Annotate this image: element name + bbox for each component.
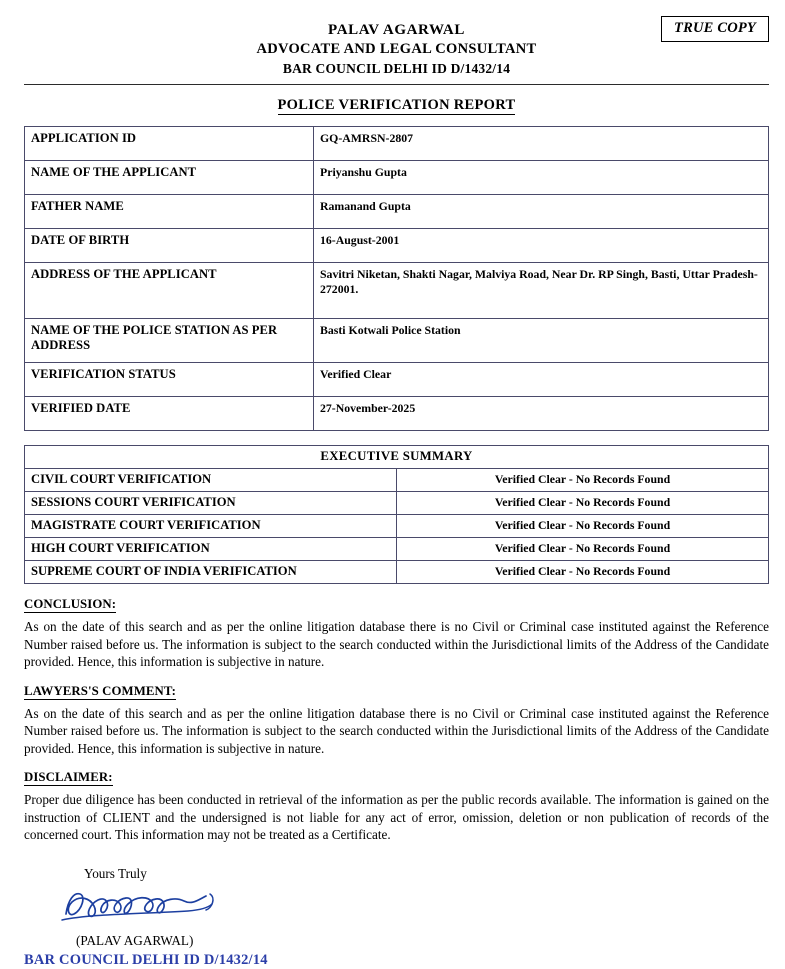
page-title-text: POLICE VERIFICATION REPORT — [277, 97, 516, 113]
signature-image — [60, 884, 230, 928]
summary-key: CIVIL COURT VERIFICATION — [25, 469, 397, 492]
summary-key: HIGH COURT VERIFICATION — [25, 538, 397, 561]
table-row — [25, 229, 769, 263]
detail-value: Basti Kotwali Police Station — [314, 319, 769, 363]
detail-key: DATE OF BIRTH — [25, 229, 314, 263]
table-row — [25, 561, 769, 584]
detail-key: NAME OF THE POLICE STATION AS PER ADDRESS — [25, 319, 314, 363]
executive-summary-heading: EXECUTIVE SUMMARY — [25, 446, 769, 469]
detail-value: Savitri Niketan, Shakti Nagar, Malviya Road, Near Dr. RP Singh, Basti, Uttar Pradesh-272001. — [314, 263, 769, 319]
summary-key: SESSIONS COURT VERIFICATION — [25, 492, 397, 515]
summary-value: Verified Clear - No Records Found — [397, 561, 769, 584]
detail-value: GQ-AMRSN-2807 — [314, 127, 769, 161]
table-row — [25, 363, 769, 397]
page-title — [24, 97, 769, 114]
table-row — [25, 397, 769, 431]
detail-key: VERIFIED DATE — [25, 397, 314, 431]
detail-key: APPLICATION ID — [25, 127, 314, 161]
detail-key: NAME OF THE APPLICANT — [25, 161, 314, 195]
detail-key: VERIFICATION STATUS — [25, 363, 314, 397]
table-row — [25, 263, 769, 319]
summary-key: SUPREME COURT OF INDIA VERIFICATION — [25, 561, 397, 584]
letterhead — [24, 20, 769, 78]
letterhead-bar-id: BAR COUNCIL DELHI ID D/1432/14 — [282, 61, 511, 76]
detail-key: ADDRESS OF THE APPLICANT — [25, 263, 314, 319]
table-row — [25, 515, 769, 538]
detail-value: 16-August-2001 — [314, 229, 769, 263]
header-divider — [24, 84, 769, 85]
summary-value: Verified Clear - No Records Found — [397, 492, 769, 515]
detail-value: Verified Clear — [314, 363, 769, 397]
summary-value: Verified Clear - No Records Found — [397, 538, 769, 561]
summary-key: MAGISTRATE COURT VERIFICATION — [25, 515, 397, 538]
detail-value: 27-November-2025 — [314, 397, 769, 431]
lawyers-comment-section — [24, 682, 769, 758]
table-row — [25, 319, 769, 363]
table-row — [25, 195, 769, 229]
executive-summary-table — [24, 445, 769, 584]
conclusion-body: As on the date of this search and as per the online litigation database there is no Civil or Criminal case instituted against the Reference Number raised before us. The information is subject to the search conducted within the Jurisdictional limits of the Address of the Candidate provided. Hence, this information is subjective in nature. — [24, 619, 769, 669]
summary-value: Verified Clear - No Records Found — [397, 469, 769, 492]
letterhead-role: ADVOCATE AND LEGAL CONSULTANT — [256, 41, 537, 57]
disclaimer-body: Proper due diligence has been conducted in retrieval of the information as per the public records available. The information is gained on the instruction of CLIENT and the undersigned is not liable for any act of error, omission, deletion or non publication of records of the concerned court. This information may not be treated as a Certificate. — [24, 792, 769, 842]
footer-bar-id: BAR COUNCIL DELHI ID D/1432/14 — [24, 951, 268, 968]
conclusion-title: CONCLUSION: — [24, 597, 117, 611]
applicant-details-table — [24, 126, 769, 431]
disclaimer-section — [24, 768, 769, 844]
signature-name: (PALAV AGARWAL) — [76, 932, 194, 948]
table-row — [25, 161, 769, 195]
signature-salutation: Yours Truly — [84, 865, 147, 881]
disclaimer-title: DISCLAIMER: — [24, 770, 113, 784]
detail-value: Ramanand Gupta — [314, 195, 769, 229]
summary-value: Verified Clear - No Records Found — [397, 515, 769, 538]
lawyers-comment-title: LAWYERS'S COMMENT: — [24, 683, 176, 698]
table-header-row — [25, 446, 769, 469]
detail-value: Priyanshu Gupta — [314, 161, 769, 195]
executive-summary-section — [24, 445, 769, 584]
conclusion-section — [24, 595, 769, 671]
true-copy-stamp: TRUE COPY — [661, 16, 769, 42]
letterhead-name: PALAV AGARWAL — [328, 22, 465, 38]
lawyers-comment-body: As on the date of this search and as per the online litigation database there is no Civil or Criminal case instituted against the Reference Number raised before us. The information is subject to the search conducted within the Jurisdictional limits of the Address of the Candidate provided. Hence, this information is subjective in nature. — [24, 705, 769, 756]
table-row — [25, 127, 769, 161]
table-row — [25, 492, 769, 515]
table-row — [25, 469, 769, 492]
detail-key: FATHER NAME — [25, 195, 314, 229]
table-row — [25, 538, 769, 561]
